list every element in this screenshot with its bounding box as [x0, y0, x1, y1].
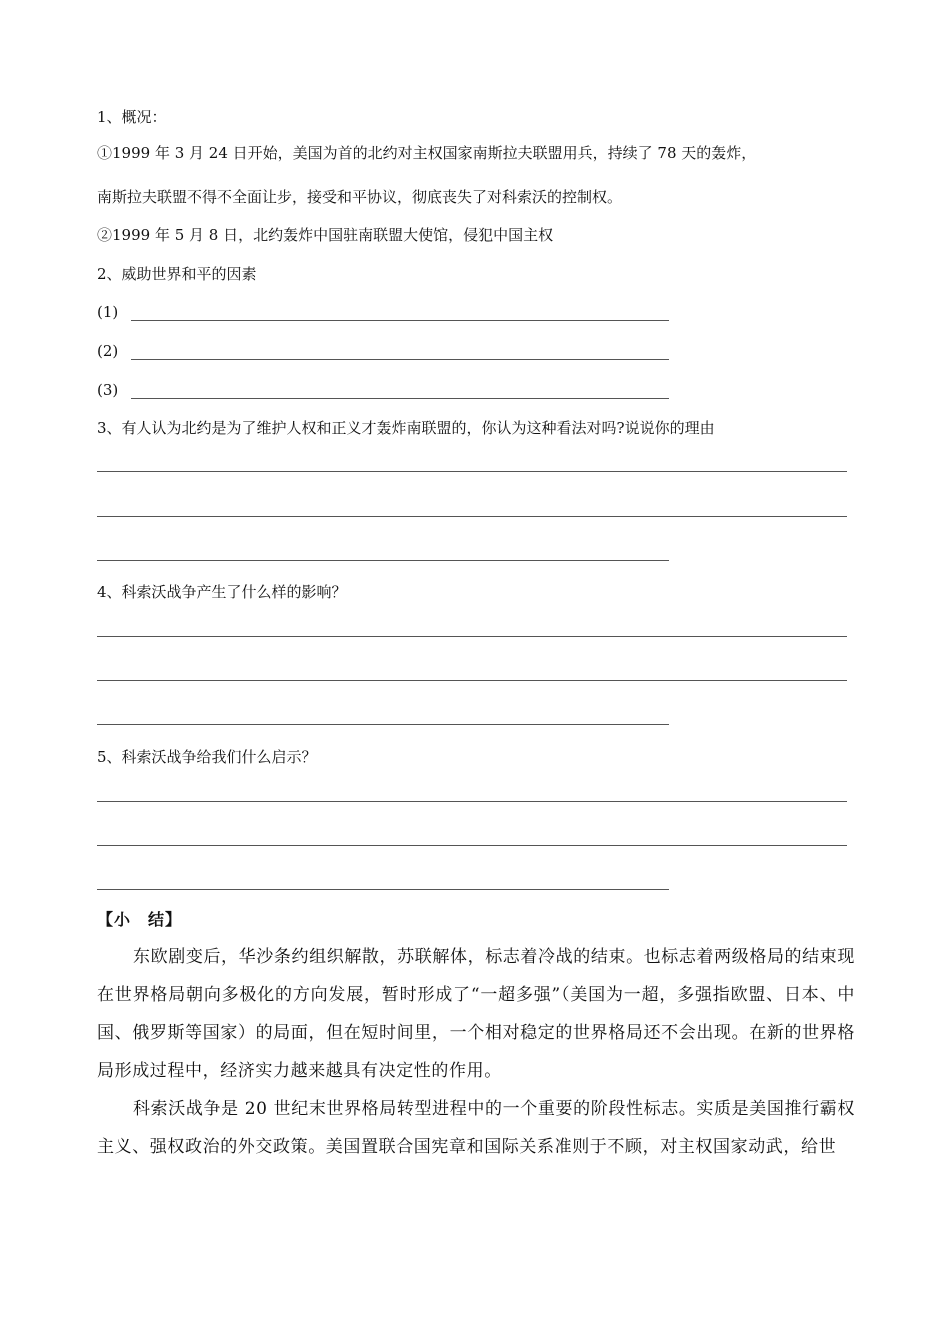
blank-number: (1): [97, 303, 119, 321]
blank-number: (3): [97, 381, 119, 399]
section-4-heading: 4、科索沃战争产生了什么样的影响？: [97, 583, 347, 601]
answer-blank-3[interactable]: [97, 380, 131, 400]
summary-title: 【小 结】: [97, 910, 183, 929]
answer-line[interactable]: [97, 889, 669, 890]
section-3-heading: 3、有人认为北约是为了维护人权和正义才轰炸南联盟的，你认为这种看法对吗?说说你的理由: [97, 419, 715, 437]
answer-line: [131, 359, 669, 360]
answer-line[interactable]: [97, 471, 847, 472]
section-1-item-1-line-2: 南斯拉夫联盟不得不全面让步，接受和平协议，彻底丧失了对科索沃的控制权。: [97, 188, 623, 206]
section-5-heading: 5、科索沃战争给我们什么启示？: [97, 748, 317, 766]
section-1-item-1-line-1: ①1999 年 3 月 24 日开始，美国为首的北约对主权国家南斯拉夫联盟用兵，持续了 78 天的轰炸，: [97, 144, 757, 162]
summary-paragraph-1: 东欧剧变后，华沙条约组织解散，苏联解体，标志着冷战的结束。也标志着两级格局的结束现在世界格局朝向多极化的方向发展，暂时形成了“一超多强”（美国为一超，多强指欧盟、日本、中国、俄罗斯等国家）的局面，但在短时间里，一个相对稳定的世界格局还不会出现。在新的世界格局形成过程中，经济实力越来越具有决定性的作用。: [97, 947, 855, 1081]
answer-line[interactable]: [97, 845, 847, 846]
answer-line[interactable]: [97, 724, 669, 725]
answer-line[interactable]: [97, 516, 847, 517]
summary-paragraph-2: 科索沃战争是 20 世纪末世界格局转型进程中的一个重要的阶段性标志。实质是美国推行霸权主义、强权政治的外交政策。美国置联合国宪章和国际关系准则于不顾，对主权国家动武，给世: [97, 1099, 855, 1157]
answer-line: [131, 398, 669, 399]
answer-blank-1[interactable]: [97, 302, 131, 322]
answer-line[interactable]: [97, 680, 847, 681]
section-1-item-2: ②1999 年 5 月 8 日，北约轰炸中国驻南联盟大使馆，侵犯中国主权: [97, 226, 554, 244]
section-2-heading: 2、威助世界和平的因素: [97, 265, 257, 283]
answer-line[interactable]: [97, 801, 847, 802]
answer-blank-2[interactable]: [97, 341, 131, 361]
section-1-heading: 1、概况：: [97, 108, 167, 126]
answer-line: [131, 320, 669, 321]
blank-number: (2): [97, 342, 119, 360]
answer-line[interactable]: [97, 636, 847, 637]
answer-line[interactable]: [97, 560, 669, 561]
